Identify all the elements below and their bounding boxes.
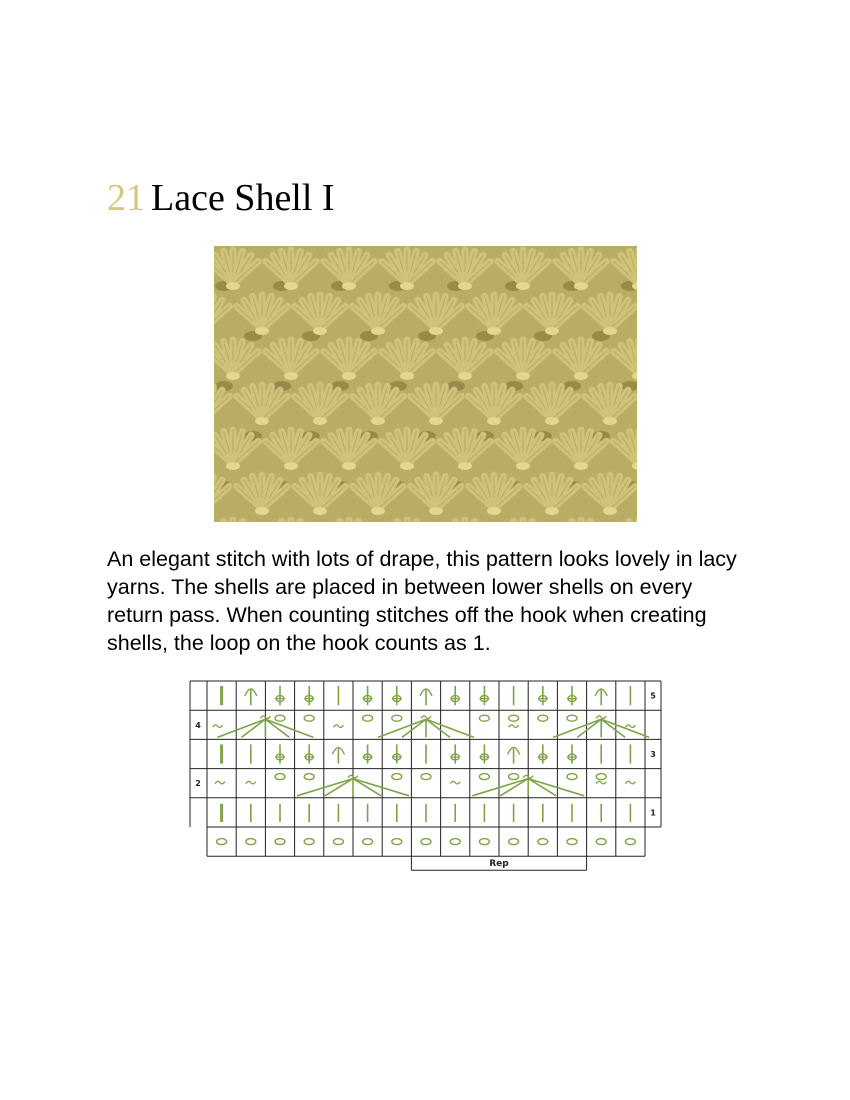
shell-fan-line	[553, 719, 601, 737]
cluster-symbol	[332, 747, 344, 763]
shell-fan-line	[378, 719, 426, 737]
loop-stitch-symbol	[363, 744, 373, 763]
slip-symbol	[450, 781, 460, 784]
chain-symbol	[392, 839, 402, 845]
chain-symbol	[596, 839, 606, 845]
loop-stitch-symbol	[450, 686, 460, 705]
loop-stitch-symbol	[479, 744, 489, 763]
chart-row-label: 1	[650, 808, 656, 818]
chain-symbol	[596, 774, 606, 780]
shell-fan-line	[325, 779, 353, 796]
loop-stitch-symbol	[479, 686, 489, 705]
loop-stitch-symbol	[538, 686, 548, 705]
shell-fan-line	[217, 719, 265, 737]
shell-fan-line	[528, 779, 584, 796]
stitch-chart	[185, 675, 665, 880]
chart-row-label: 3	[650, 750, 656, 759]
cluster-symbol	[245, 689, 257, 705]
chain-symbol	[304, 774, 314, 780]
chain-symbol	[363, 839, 373, 845]
chain-symbol	[304, 839, 314, 845]
chain-symbol	[275, 774, 285, 780]
loop-stitch-symbol	[567, 686, 577, 705]
loop-stitch-symbol	[275, 744, 285, 763]
repeat-label: Rep	[489, 859, 509, 870]
chain-symbol	[479, 774, 489, 780]
slip-symbol	[348, 775, 358, 778]
shell-fan-line	[353, 779, 381, 796]
shell-fan-line	[353, 779, 409, 796]
shell-fan-line	[577, 719, 601, 737]
shell-fan-line	[402, 719, 426, 737]
chain-symbol	[479, 839, 489, 845]
chain-symbol	[625, 839, 635, 845]
cluster-symbol	[508, 747, 520, 763]
slip-symbol	[625, 725, 635, 728]
chain-symbol	[421, 839, 431, 845]
stitch-swatch-photo	[214, 246, 637, 522]
chain-symbol	[567, 715, 577, 721]
loop-stitch-symbol	[538, 744, 548, 763]
chart-row-label: 4	[195, 720, 201, 730]
loop-stitch-symbol	[304, 686, 314, 705]
cluster-symbol	[420, 689, 432, 705]
slip-symbol	[246, 781, 256, 784]
cluster-symbol	[595, 689, 607, 705]
chain-symbol	[538, 839, 548, 845]
slip-symbol	[596, 781, 606, 784]
shell-fan-line	[265, 719, 313, 737]
pattern-description: An elegant stitch with lots of drape, this pattern looks lovely in lacy yarns. The shells are placed in between lower shells on every return pass. When counting stitches off the hook when creating shells, the loop on the hook counts as 1.	[107, 547, 737, 655]
loop-stitch-symbol	[392, 686, 402, 705]
chain-symbol	[333, 839, 343, 845]
shell-fan-line	[500, 779, 528, 796]
chain-symbol	[363, 715, 373, 721]
chart-row-label: 5	[650, 691, 656, 701]
shell-fan-line	[472, 779, 528, 796]
swatch-illustration	[214, 246, 637, 522]
shell-fan-line	[297, 779, 353, 796]
loop-stitch-symbol	[567, 744, 577, 763]
shell-fan-line	[601, 719, 649, 737]
shell-fan-line	[426, 719, 474, 737]
loop-stitch-symbol	[363, 686, 373, 705]
chain-symbol	[304, 715, 314, 721]
chain-symbol	[509, 715, 519, 721]
slip-symbol	[509, 725, 519, 728]
chain-symbol	[567, 774, 577, 780]
chain-symbol	[275, 839, 285, 845]
chart-row-label: 2	[195, 779, 201, 789]
shell-fan-line	[265, 719, 289, 737]
chain-symbol	[217, 839, 227, 845]
chain-symbol	[479, 715, 489, 721]
chain-symbol	[538, 715, 548, 721]
slip-symbol	[215, 781, 225, 784]
chain-symbol	[509, 774, 519, 780]
shell-fan-line	[426, 719, 450, 737]
shell-fan-line	[241, 719, 265, 737]
chain-symbol	[392, 715, 402, 721]
chain-symbol	[567, 839, 577, 845]
loop-stitch-symbol	[304, 744, 314, 763]
slip-symbol	[260, 716, 270, 719]
slip-symbol	[625, 781, 635, 784]
chain-symbol	[421, 774, 431, 780]
chain-symbol	[509, 839, 519, 845]
pattern-heading	[107, 176, 335, 220]
chain-symbol	[450, 839, 460, 845]
chain-symbol	[275, 715, 285, 721]
slip-symbol	[596, 716, 606, 719]
loop-stitch-symbol	[275, 686, 285, 705]
chain-symbol	[246, 839, 256, 845]
loop-stitch-symbol	[392, 744, 402, 763]
pattern-number: 21	[107, 177, 145, 219]
slip-symbol	[523, 775, 533, 778]
shell-fan-line	[601, 719, 625, 737]
chain-symbol	[392, 774, 402, 780]
shell-fan-line	[528, 779, 556, 796]
slip-symbol	[421, 716, 431, 719]
pattern-title: Lace Shell I	[151, 177, 335, 219]
slip-symbol	[333, 725, 343, 728]
loop-stitch-symbol	[450, 744, 460, 763]
slip-symbol	[213, 725, 223, 728]
